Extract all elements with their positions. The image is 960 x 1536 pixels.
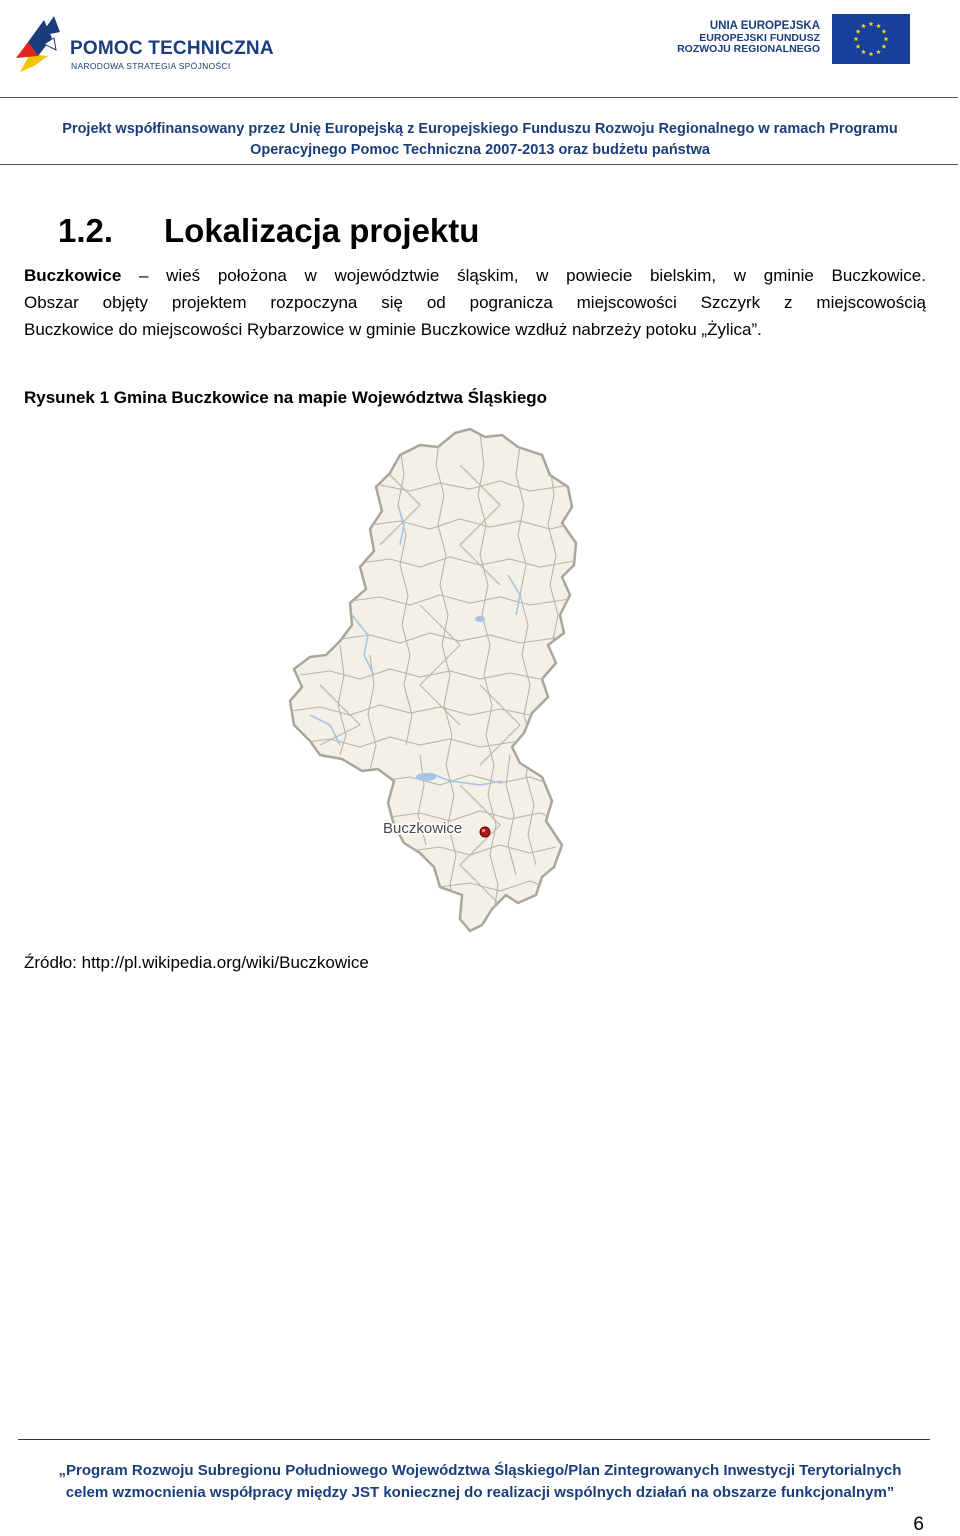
location-marker-icon <box>480 827 490 837</box>
eu-star-icon <box>869 21 874 26</box>
eu-logo-text <box>677 21 820 56</box>
footer-divider <box>18 1439 930 1440</box>
header-divider-top <box>0 97 958 98</box>
paragraph-line-2: Obszar objęty projektem rozpoczyna się od pogranicza miejscowości Szczyrk z miejscowością <box>24 293 926 312</box>
eu-star-icon <box>869 51 874 56</box>
paragraph-line-1-text: – wieś położona w województwie śląskim, w powiecie bielskim, w gminie Buczkowice. <box>121 266 926 285</box>
eu-stars-ring <box>832 14 910 64</box>
location-marker-highlight <box>482 829 485 832</box>
eu-star-icon <box>882 44 887 49</box>
lake-icon <box>416 773 436 781</box>
eu-star-icon <box>884 36 889 41</box>
footer-line-2: celem wzmocnienia współpracy między JST koniecznej do realizacji wspólnych działań na obszarze funkcjonalnym” <box>65 1484 895 1501</box>
village-name: Buczkowice <box>24 266 122 285</box>
eu-star-icon <box>861 49 866 54</box>
paragraph-line-3: Buczkowice do miejscowości Rybarzowice w gminie Buczkowice wzdłuż nabrzeży potoku „Żylica”. <box>24 320 762 339</box>
eu-logo-line2: EUROPEJSKI FUNDUSZ <box>699 31 820 44</box>
pomoc-techniczna-logo <box>14 14 274 86</box>
paragraph-line-1 <box>24 263 926 290</box>
eu-logo-line1: UNIA EUROPEJSKA <box>709 20 820 32</box>
page-number: 6 <box>913 1514 924 1535</box>
silesia-map <box>280 425 580 940</box>
eu-star-icon <box>861 23 866 28</box>
logo-title: POMOC TECHNICZNA <box>70 38 274 59</box>
eu-star-icon <box>856 44 861 49</box>
stars-logo-icon <box>14 14 62 86</box>
figure-source: Źródło: http://pl.wikipedia.org/wiki/Buczkowice <box>24 953 369 972</box>
cofunding-line-1: Projekt współfinansowany przez Unię Europejską z Europejskiego Funduszu Rozwoju Regionalnego w ramach Programu <box>62 121 898 137</box>
eu-star-icon <box>856 29 861 34</box>
section-number: 1.2. <box>58 212 114 249</box>
eu-star-icon <box>882 29 887 34</box>
footer-line-1: „Program Rozwoju Subregionu Południowego Województwa Śląskiego/Plan Zintegrowanych Inwestycji Terytorialnych <box>58 1462 902 1479</box>
logo-subtitle: NARODOWA STRATEGIA SPÓJNOŚCI <box>71 61 231 71</box>
map-label-buczkowice: Buczkowice <box>383 820 463 837</box>
header-divider-bottom <box>0 164 958 165</box>
eu-logo <box>677 14 910 64</box>
figure-caption: Rysunek 1 Gmina Buczkowice na mapie Województwa Śląskiego <box>24 388 548 407</box>
eu-flag-icon <box>832 14 910 64</box>
eu-star-icon <box>876 49 881 54</box>
eu-star-icon <box>854 36 859 41</box>
section-title: Lokalizacja projektu <box>164 212 480 249</box>
eu-star-icon <box>876 23 881 28</box>
lake-icon <box>475 616 485 622</box>
eu-logo-line3: ROZWOJU REGIONALNEGO <box>677 43 820 55</box>
cofunding-line-2: Operacyjnego Pomoc Techniczna 2007-2013 oraz budżetu państwa <box>250 142 710 158</box>
